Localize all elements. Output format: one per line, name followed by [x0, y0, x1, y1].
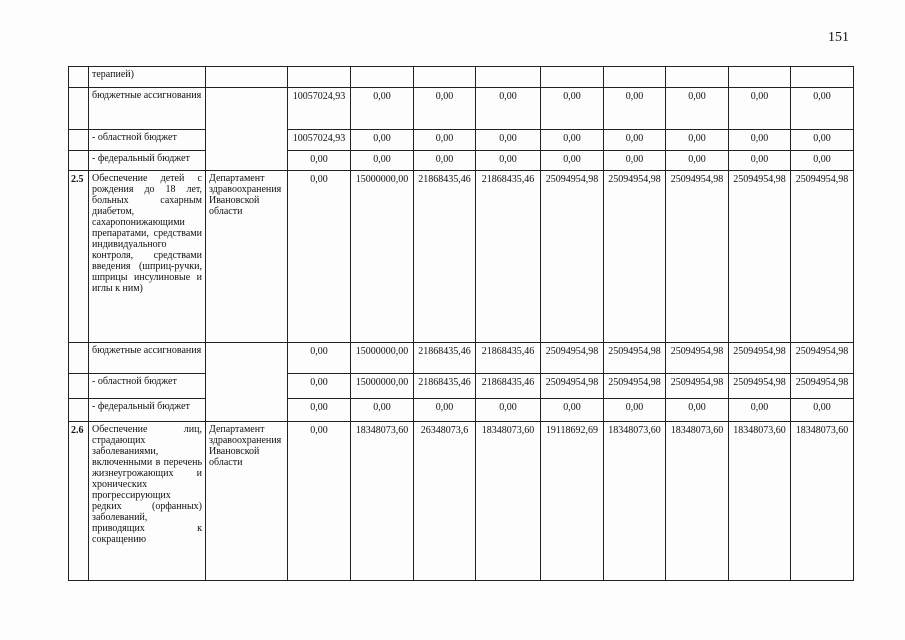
value-cell: 25094954,98 [729, 343, 791, 374]
value-cell: 18348073,60 [791, 422, 854, 581]
department-cell [206, 343, 288, 422]
value-cell: 0,00 [351, 151, 414, 171]
item-number-cell [69, 399, 89, 422]
table-row [69, 67, 854, 88]
value-cell: 21868435,46 [414, 374, 476, 399]
value-cell: 25094954,98 [666, 343, 729, 374]
value-cell: 18348073,60 [476, 422, 541, 581]
value-cell: 0,00 [604, 151, 666, 171]
value-cell: 0,00 [476, 151, 541, 171]
value-cell: 25094954,98 [604, 374, 666, 399]
value-cell: 25094954,98 [604, 343, 666, 374]
value-cell: 25094954,98 [791, 374, 854, 399]
value-cell: 25094954,98 [729, 171, 791, 343]
value-cell [604, 67, 666, 88]
value-cell: 25094954,98 [791, 171, 854, 343]
value-cell: 0,00 [414, 151, 476, 171]
value-cell: 0,00 [791, 130, 854, 151]
item-number-cell [69, 374, 89, 399]
value-cell: 15000000,00 [351, 343, 414, 374]
value-cell: 0,00 [604, 130, 666, 151]
value-cell: 0,00 [666, 151, 729, 171]
value-cell: 0,00 [791, 151, 854, 171]
item-number-cell [69, 88, 89, 130]
value-cell [666, 67, 729, 88]
value-cell: 25094954,98 [666, 171, 729, 343]
value-cell: 25094954,98 [729, 374, 791, 399]
value-cell [476, 67, 541, 88]
table-row [69, 151, 854, 171]
value-cell [351, 67, 414, 88]
value-cell: 25094954,98 [791, 343, 854, 374]
item-name-cell: Обеспечение лиц, страдающих заболеваниями, включенными в перечень жизнеугрожающих и хронических прогрессирующих редких (орфанных) заболеваний, приводящих к сокращению [89, 422, 206, 581]
value-cell: 0,00 [288, 343, 351, 374]
item-number-cell [69, 130, 89, 151]
value-cell: 25094954,98 [541, 171, 604, 343]
table-row [69, 399, 854, 422]
item-name-cell: терапией) [89, 67, 206, 88]
value-cell: 0,00 [351, 130, 414, 151]
value-cell: 18348073,60 [729, 422, 791, 581]
value-cell: 21868435,46 [414, 171, 476, 343]
value-cell: 0,00 [729, 399, 791, 422]
value-cell: 18348073,60 [666, 422, 729, 581]
item-number-cell [69, 67, 89, 88]
budget-table [68, 66, 854, 581]
value-cell [541, 67, 604, 88]
department-cell [206, 67, 288, 88]
value-cell: 0,00 [604, 399, 666, 422]
value-cell: 0,00 [729, 130, 791, 151]
value-cell [414, 67, 476, 88]
value-cell: 0,00 [666, 130, 729, 151]
value-cell: 0,00 [414, 88, 476, 130]
value-cell: 0,00 [729, 151, 791, 171]
value-cell: 0,00 [288, 422, 351, 581]
department-cell: Департамент здравоохранения Ивановской области [206, 171, 288, 343]
value-cell: 0,00 [791, 399, 854, 422]
item-number-cell: 2.5 [69, 171, 89, 343]
value-cell: 21868435,46 [476, 374, 541, 399]
item-number-cell [69, 343, 89, 374]
value-cell: 25094954,98 [541, 374, 604, 399]
value-cell [288, 67, 351, 88]
value-cell [729, 67, 791, 88]
value-cell: 19118692,69 [541, 422, 604, 581]
page-number: 151 [828, 30, 849, 45]
table-row [69, 171, 854, 343]
value-cell: 0,00 [541, 151, 604, 171]
value-cell: 0,00 [541, 130, 604, 151]
item-name-cell: - областной бюджет [89, 130, 206, 151]
value-cell: 0,00 [666, 399, 729, 422]
item-name-cell: Обеспечение детей с рождения до 18 лет, больных сахарным диабетом, сахаропонижающими препаратами, средствами индивидуального контроля, средствами введения (шприц-ручки, шприцы инсулиновые и иглы к ним) [89, 171, 206, 343]
item-number-cell: 2.6 [69, 422, 89, 581]
item-name-cell: бюджетные ассигнования [89, 88, 206, 130]
table-row [69, 343, 854, 374]
value-cell: 26348073,6 [414, 422, 476, 581]
department-cell: Департамент здравоохранения Ивановской области [206, 422, 288, 581]
value-cell: 10057024,93 [288, 130, 351, 151]
item-name-cell: - федеральный бюджет [89, 151, 206, 171]
table-row [69, 130, 854, 151]
value-cell: 0,00 [288, 399, 351, 422]
value-cell: 0,00 [541, 399, 604, 422]
value-cell: 0,00 [351, 399, 414, 422]
value-cell: 25094954,98 [666, 374, 729, 399]
value-cell: 18348073,60 [351, 422, 414, 581]
value-cell: 0,00 [351, 88, 414, 130]
value-cell: 0,00 [791, 88, 854, 130]
value-cell [791, 67, 854, 88]
item-name-cell: - областной бюджет [89, 374, 206, 399]
value-cell: 25094954,98 [541, 343, 604, 374]
value-cell: 0,00 [288, 151, 351, 171]
value-cell: 18348073,60 [604, 422, 666, 581]
department-cell [206, 88, 288, 171]
value-cell: 0,00 [541, 88, 604, 130]
table-row [69, 422, 854, 581]
value-cell: 0,00 [476, 130, 541, 151]
value-cell: 0,00 [414, 130, 476, 151]
value-cell: 0,00 [476, 88, 541, 130]
value-cell: 15000000,00 [351, 374, 414, 399]
table-row [69, 88, 854, 130]
value-cell: 21868435,46 [414, 343, 476, 374]
item-name-cell: бюджетные ассигнования [89, 343, 206, 374]
item-number-cell [69, 151, 89, 171]
value-cell: 15000000,00 [351, 171, 414, 343]
value-cell: 0,00 [288, 374, 351, 399]
item-name-cell: - федеральный бюджет [89, 399, 206, 422]
value-cell: 0,00 [288, 171, 351, 343]
value-cell: 21868435,46 [476, 343, 541, 374]
value-cell: 0,00 [476, 399, 541, 422]
value-cell: 25094954,98 [604, 171, 666, 343]
value-cell: 0,00 [604, 88, 666, 130]
value-cell: 0,00 [666, 88, 729, 130]
table-row [69, 374, 854, 399]
value-cell: 10057024,93 [288, 88, 351, 130]
value-cell: 0,00 [414, 399, 476, 422]
value-cell: 0,00 [729, 88, 791, 130]
value-cell: 21868435,46 [476, 171, 541, 343]
